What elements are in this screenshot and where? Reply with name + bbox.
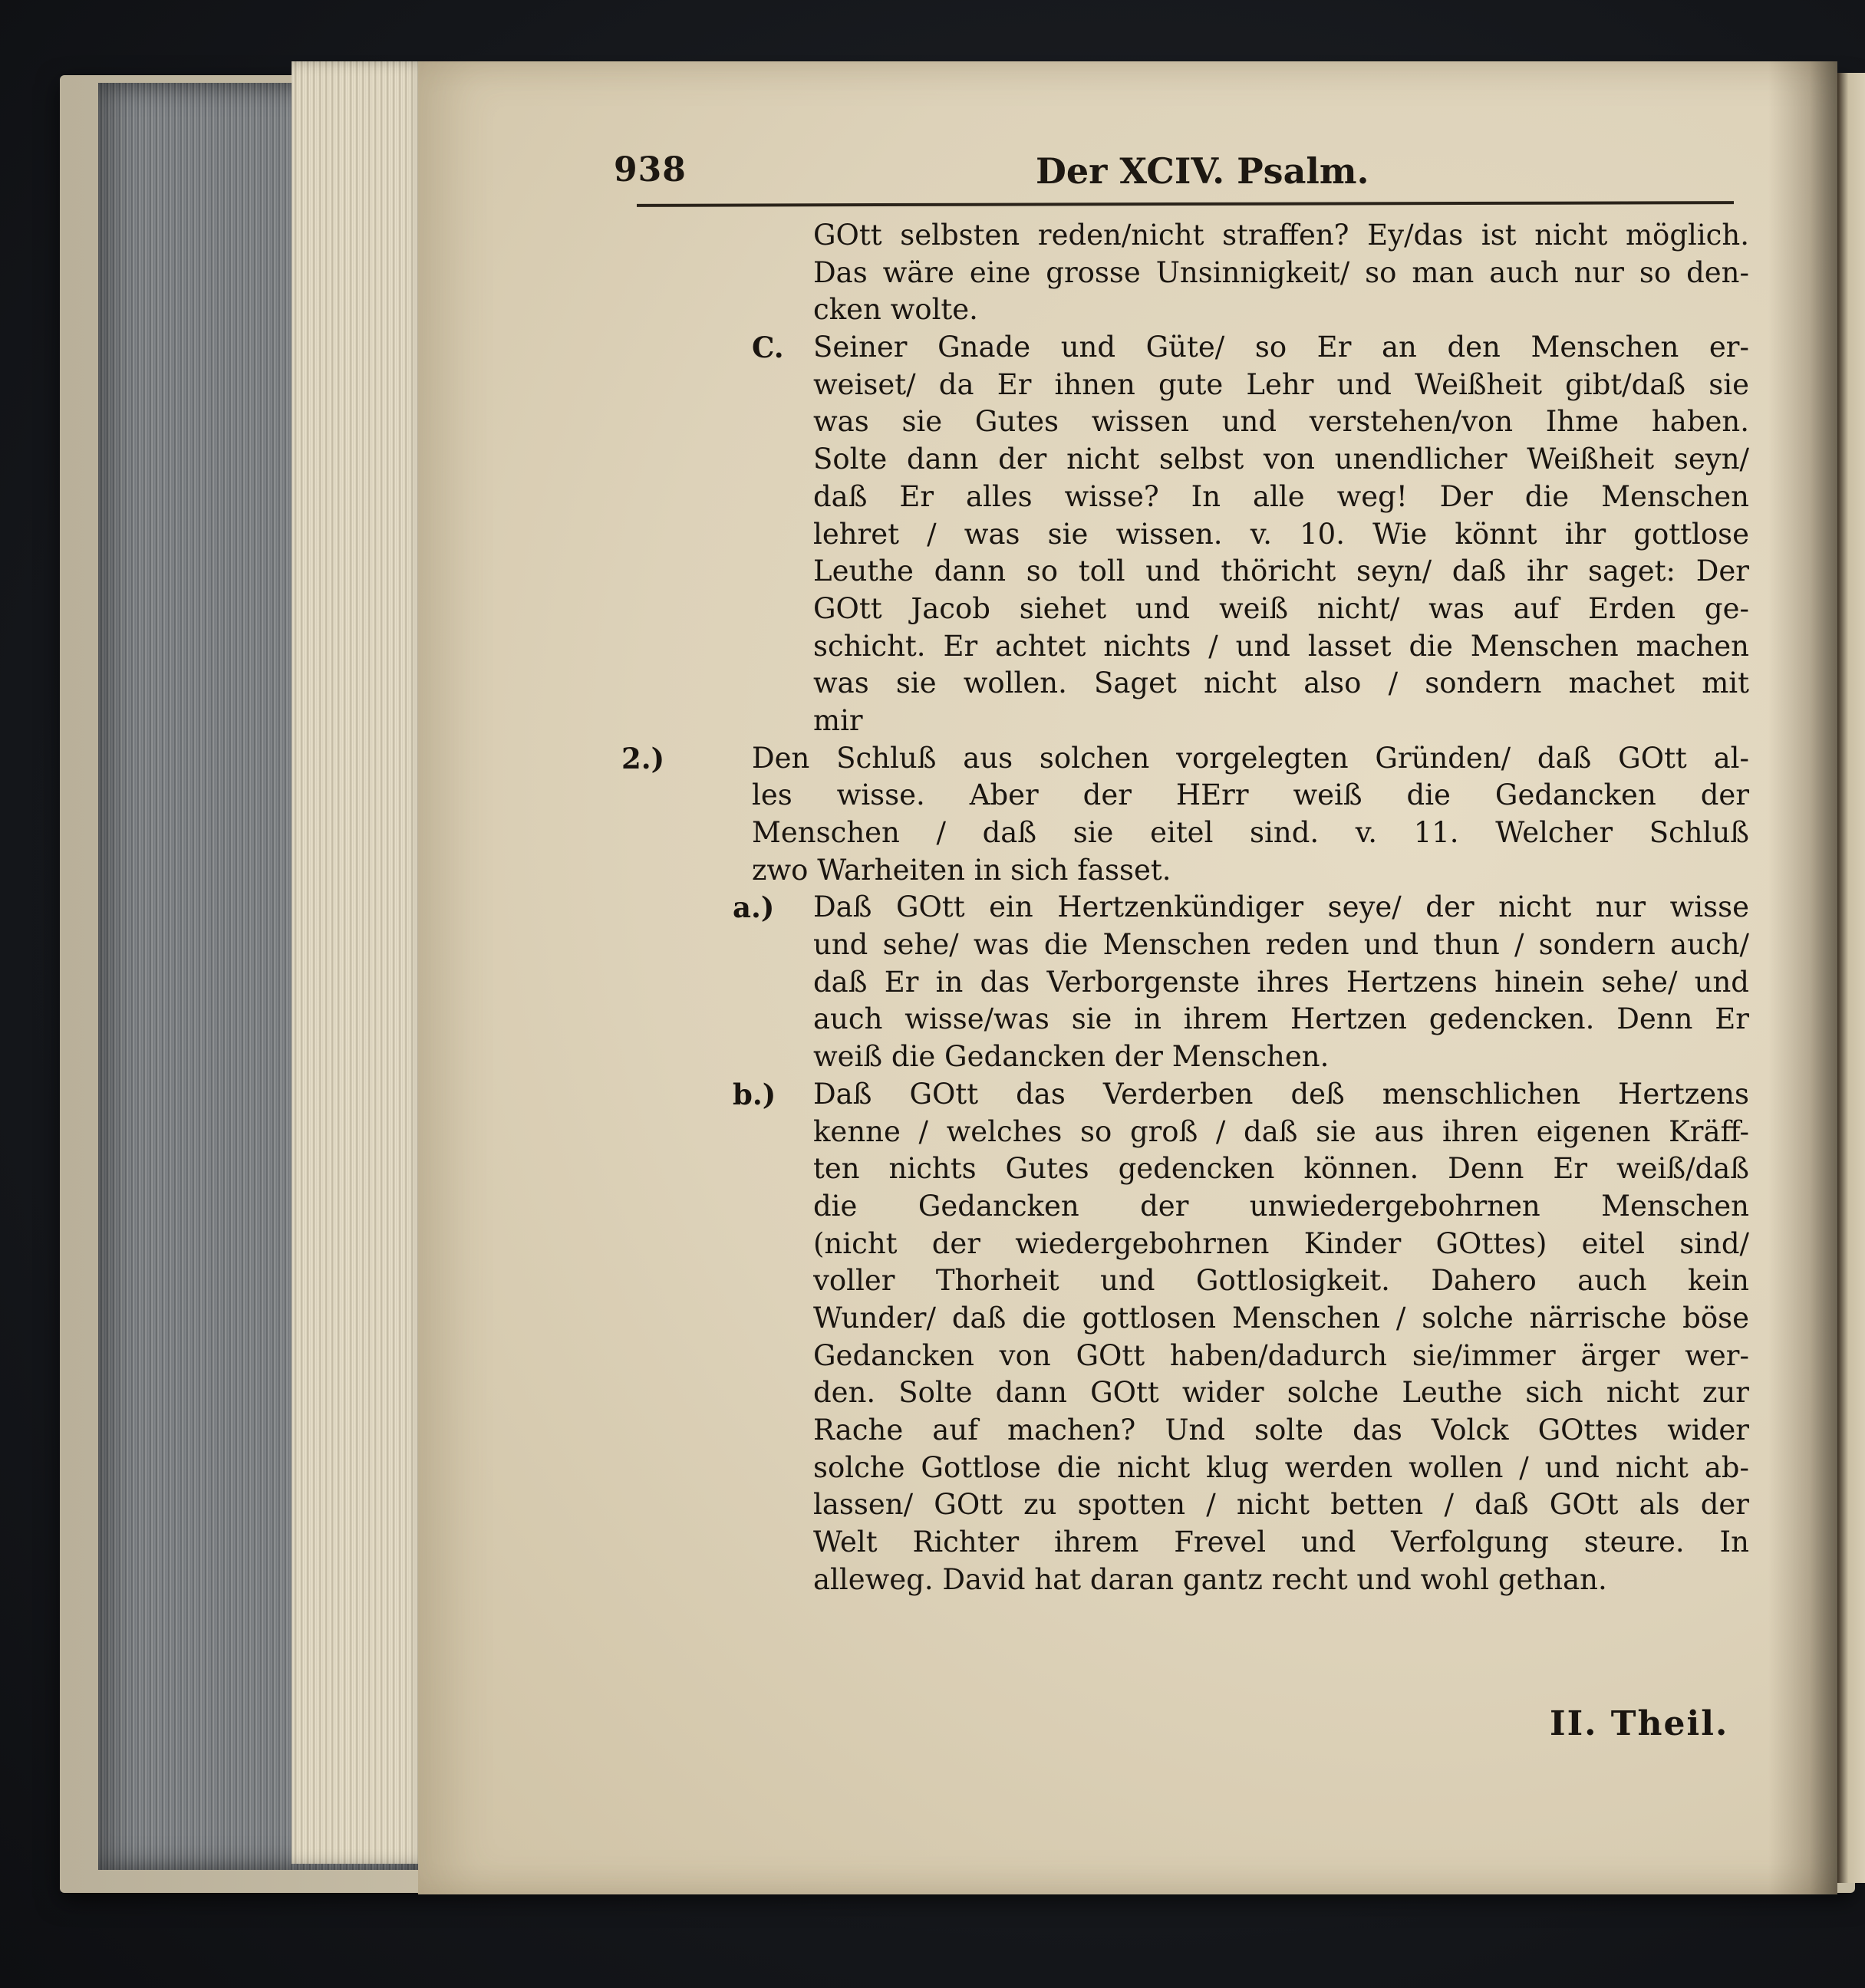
line-text: Rache auf machen? Und solte das Volck GOttes wider [813, 1414, 1749, 1447]
line-text: Leuthe dann so toll und thöricht seyn/ daß ihr saget: Der [813, 555, 1749, 588]
line-text: Seiner Gnade und Güte/ so Er an den Menschen er- [813, 331, 1749, 364]
line-text: kenne / welches so groß / daß sie aus ihren eigenen Kräff- [813, 1114, 1749, 1148]
gutter-shadow [1768, 61, 1837, 1894]
line-text: Daß GOtt ein Hertzenkündiger seye/ der nicht nur wisse [813, 890, 1749, 924]
text-line [813, 441, 1749, 479]
section-marker: C. [752, 331, 784, 365]
text-line [813, 403, 1749, 441]
line-text: voller Thorheit und Gottlosigkeit. Dahero auch kein [813, 1264, 1749, 1298]
section-marker: b.) [733, 1077, 776, 1111]
text-line [813, 217, 1749, 255]
line-text: Gedancken von GOtt haben/dadurch sie/immer ärger wer- [813, 1338, 1749, 1372]
text-line [813, 1338, 1749, 1375]
running-head: Der XCIV. Psalm. [1036, 150, 1369, 192]
line-text: was sie Gutes wissen und verstehen/von Ihme haben. [813, 405, 1749, 439]
text-line [813, 1562, 1749, 1599]
line-text: den. Solte dann GOtt wider solche Leuthe sich nicht zur [813, 1376, 1749, 1410]
text-line [813, 1038, 1749, 1076]
text-line [752, 329, 1749, 367]
line-text: mir [813, 703, 863, 737]
line-text: auch wisse/was sie in ihrem Hertzen gedencken. Denn Er [813, 1002, 1749, 1036]
text-line [813, 1486, 1749, 1524]
line-text: cken wolte. [813, 293, 978, 327]
text-line [621, 740, 1749, 778]
line-text: und sehe/ was die Menschen reden und thun / sondern auch/ [813, 928, 1749, 962]
text-line [813, 291, 1749, 329]
line-text: alleweg. David hat daran gantz recht und wohl gethan. [813, 1562, 1607, 1596]
line-text: was sie wollen. Saget nicht also / sondern machet mit [813, 667, 1749, 700]
line-text: daß Er in das Verborgenste ihres Hertzens hinein sehe/ und [813, 965, 1749, 999]
page-fore-edge [292, 61, 430, 1864]
text-line [752, 777, 1749, 815]
line-text: Das wäre eine grosse Unsinnigkeit/ so man auch nur so den- [813, 255, 1749, 289]
line-text: schicht. Er achtet nichts / und lasset die Menschen machen [813, 629, 1749, 663]
line-text: GOtt Jacob siehet und weiß nicht/ was auf Erden ge- [813, 591, 1749, 625]
line-text: weiset/ da Er ihnen gute Lehr und Weißheit gibt/daß sie [813, 367, 1749, 401]
text-line [813, 927, 1749, 964]
page-header [614, 150, 1734, 196]
section-marker: 2.) [621, 741, 665, 775]
text-line [813, 1524, 1749, 1562]
body-text [621, 217, 1749, 1598]
line-text: weiß die Gedancken der Menschen. [813, 1040, 1330, 1074]
text-line [733, 1076, 1749, 1114]
text-line [813, 1412, 1749, 1450]
line-text: solche Gottlose die nicht klug werden wollen / und nicht ab- [813, 1450, 1749, 1484]
section-marker: a.) [733, 890, 775, 925]
line-text: Den Schluß aus solchen vorgelegten Gründen/ daß GOtt al- [752, 741, 1749, 775]
text-line [813, 1226, 1749, 1263]
line-text: lassen/ GOtt zu spotten / nicht betten / daß GOtt als der [813, 1488, 1749, 1522]
line-text: Menschen / daß sie eitel sind. v. 11. Welcher Schluß [752, 816, 1749, 849]
line-text: GOtt selbsten reden/nicht straffen? Ey/das ist nicht möglich. [813, 219, 1749, 252]
line-text: lehret / was sie wissen. v. 10. Wie könnt ihr gottlose [813, 517, 1749, 551]
text-line [813, 703, 1749, 740]
line-text: ten nichts Gutes gedencken können. Denn Er weiß/daß [813, 1152, 1749, 1186]
text-line [813, 591, 1749, 628]
text-line [733, 889, 1749, 927]
text-line [813, 628, 1749, 666]
line-text: (nicht der wiedergebohrnen Kinder GOttes) eitel sind/ [813, 1226, 1749, 1260]
line-text: daß Er alles wisse? In alle weg! Der die Menschen [813, 479, 1749, 513]
text-line [813, 964, 1749, 1002]
text-line [813, 1150, 1749, 1188]
line-text: Solte dann der nicht selbst von unendlicher Weißheit seyn/ [813, 443, 1749, 476]
line-text: les wisse. Aber der HErr weiß die Gedancken der [752, 778, 1749, 812]
text-line [813, 1262, 1749, 1300]
line-text: Wunder/ daß die gottlosen Menschen / solche närrische böse [813, 1301, 1749, 1335]
text-line [813, 1188, 1749, 1226]
line-text: zwo Warheiten in sich fasset. [752, 853, 1171, 887]
text-line [752, 815, 1749, 852]
text-line [813, 1450, 1749, 1487]
text-line [813, 1300, 1749, 1338]
line-text: Daß GOtt das Verderben deß menschlichen Hertzens [813, 1077, 1749, 1111]
line-text: Welt Richter ihrem Frevel und Verfolgung steure. In [813, 1526, 1749, 1559]
text-line [813, 1114, 1749, 1151]
line-text: die Gedancken der unwiedergebohrnen Menschen [813, 1189, 1749, 1223]
text-line [752, 852, 1749, 890]
text-line [813, 479, 1749, 516]
text-line [813, 367, 1749, 404]
text-line [813, 665, 1749, 703]
text-line [813, 1001, 1749, 1038]
text-line [813, 255, 1749, 292]
text-line [813, 1374, 1749, 1412]
text-line [813, 553, 1749, 591]
catchword: II. Theil. [1550, 1704, 1729, 1743]
page-number: 938 [614, 150, 687, 189]
facing-page-edge [1837, 73, 1865, 1883]
text-line [813, 516, 1749, 554]
